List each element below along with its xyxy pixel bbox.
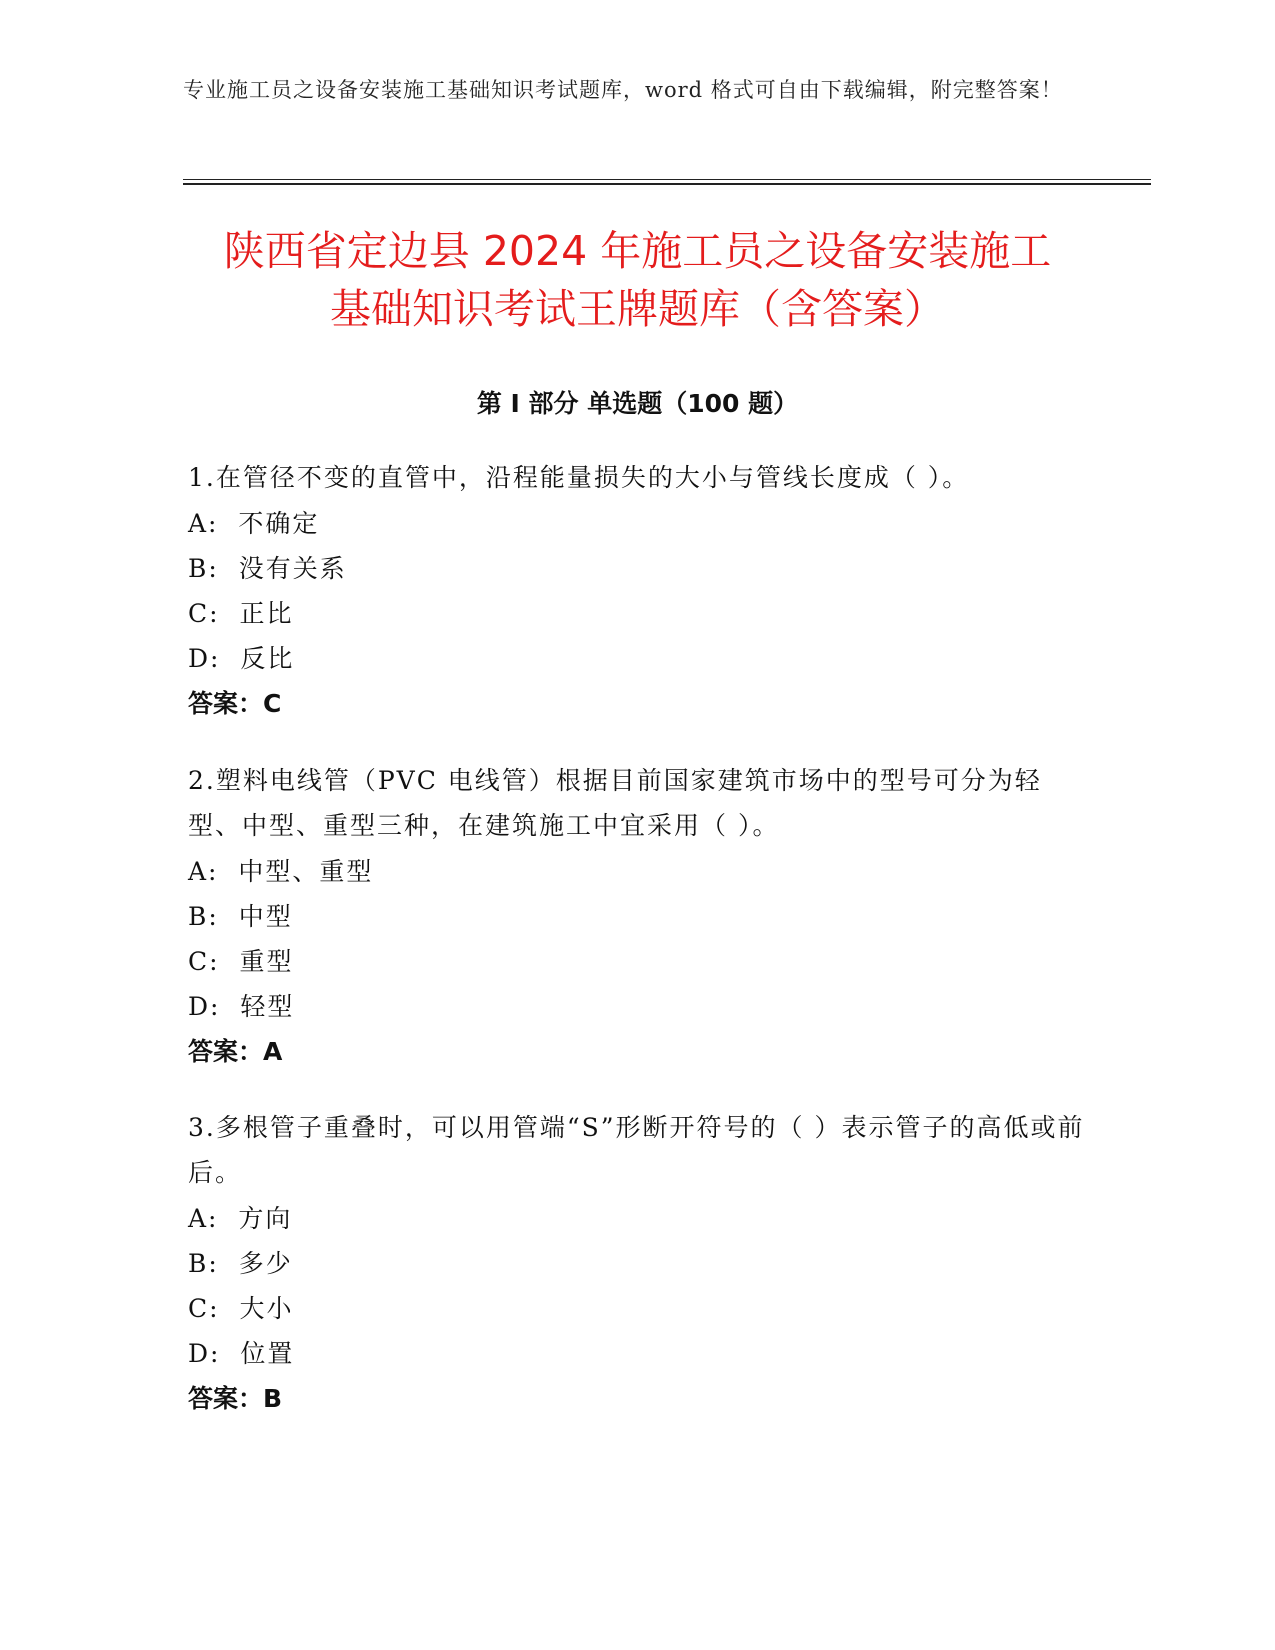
answer: 答案：A [188,1037,283,1066]
answer: 答案：B [188,1384,283,1413]
question-1 [188,455,1088,726]
option-b: B: 多少 [188,1249,293,1278]
option-c: C: 大小 [188,1294,294,1323]
document-title [150,222,1125,338]
question-2 [188,758,1088,1074]
question-3 [188,1105,1088,1421]
option-a: A: 方向 [188,1204,293,1233]
header-note: 专业施工员之设备安装施工基础知识考试题库，word 格式可自由下载编辑，附完整答案！ [183,78,1063,102]
option-d: D: 反比 [188,644,295,673]
title-line-1: 陕西省定边县 2024 年施工员之设备安装施工 [223,227,1052,275]
question-stem: 3.多根管子重叠时，可以用管端“S”形断开符号的（ ）表示管子的高低或前后。 [188,1113,1085,1187]
section-heading: 第 I 部分 单选题（100 题） [476,389,799,418]
option-b: B: 没有关系 [188,554,347,583]
question-stem: 1.在管径不变的直管中，沿程能量损失的大小与管线长度成（ ）。 [188,463,970,492]
option-d: D: 位置 [188,1339,295,1368]
header-divider-thin [183,179,1151,180]
option-c: C: 正比 [188,599,294,628]
option-c: C: 重型 [188,947,294,976]
title-line-2: 基础知识考试王牌题库（含答案） [330,285,945,333]
option-d: D: 轻型 [188,992,295,1021]
option-a: A: 不确定 [188,509,320,538]
option-a: A: 中型、重型 [188,857,374,886]
option-b: B: 中型 [188,902,293,931]
header-divider-thick [183,183,1151,185]
question-stem: 2.塑料电线管（PVC 电线管）根据目前国家建筑市场中的型号可分为轻型、中型、重型三种，在建筑施工中宜采用（ ）。 [188,766,1042,840]
answer: 答案：C [188,689,282,718]
